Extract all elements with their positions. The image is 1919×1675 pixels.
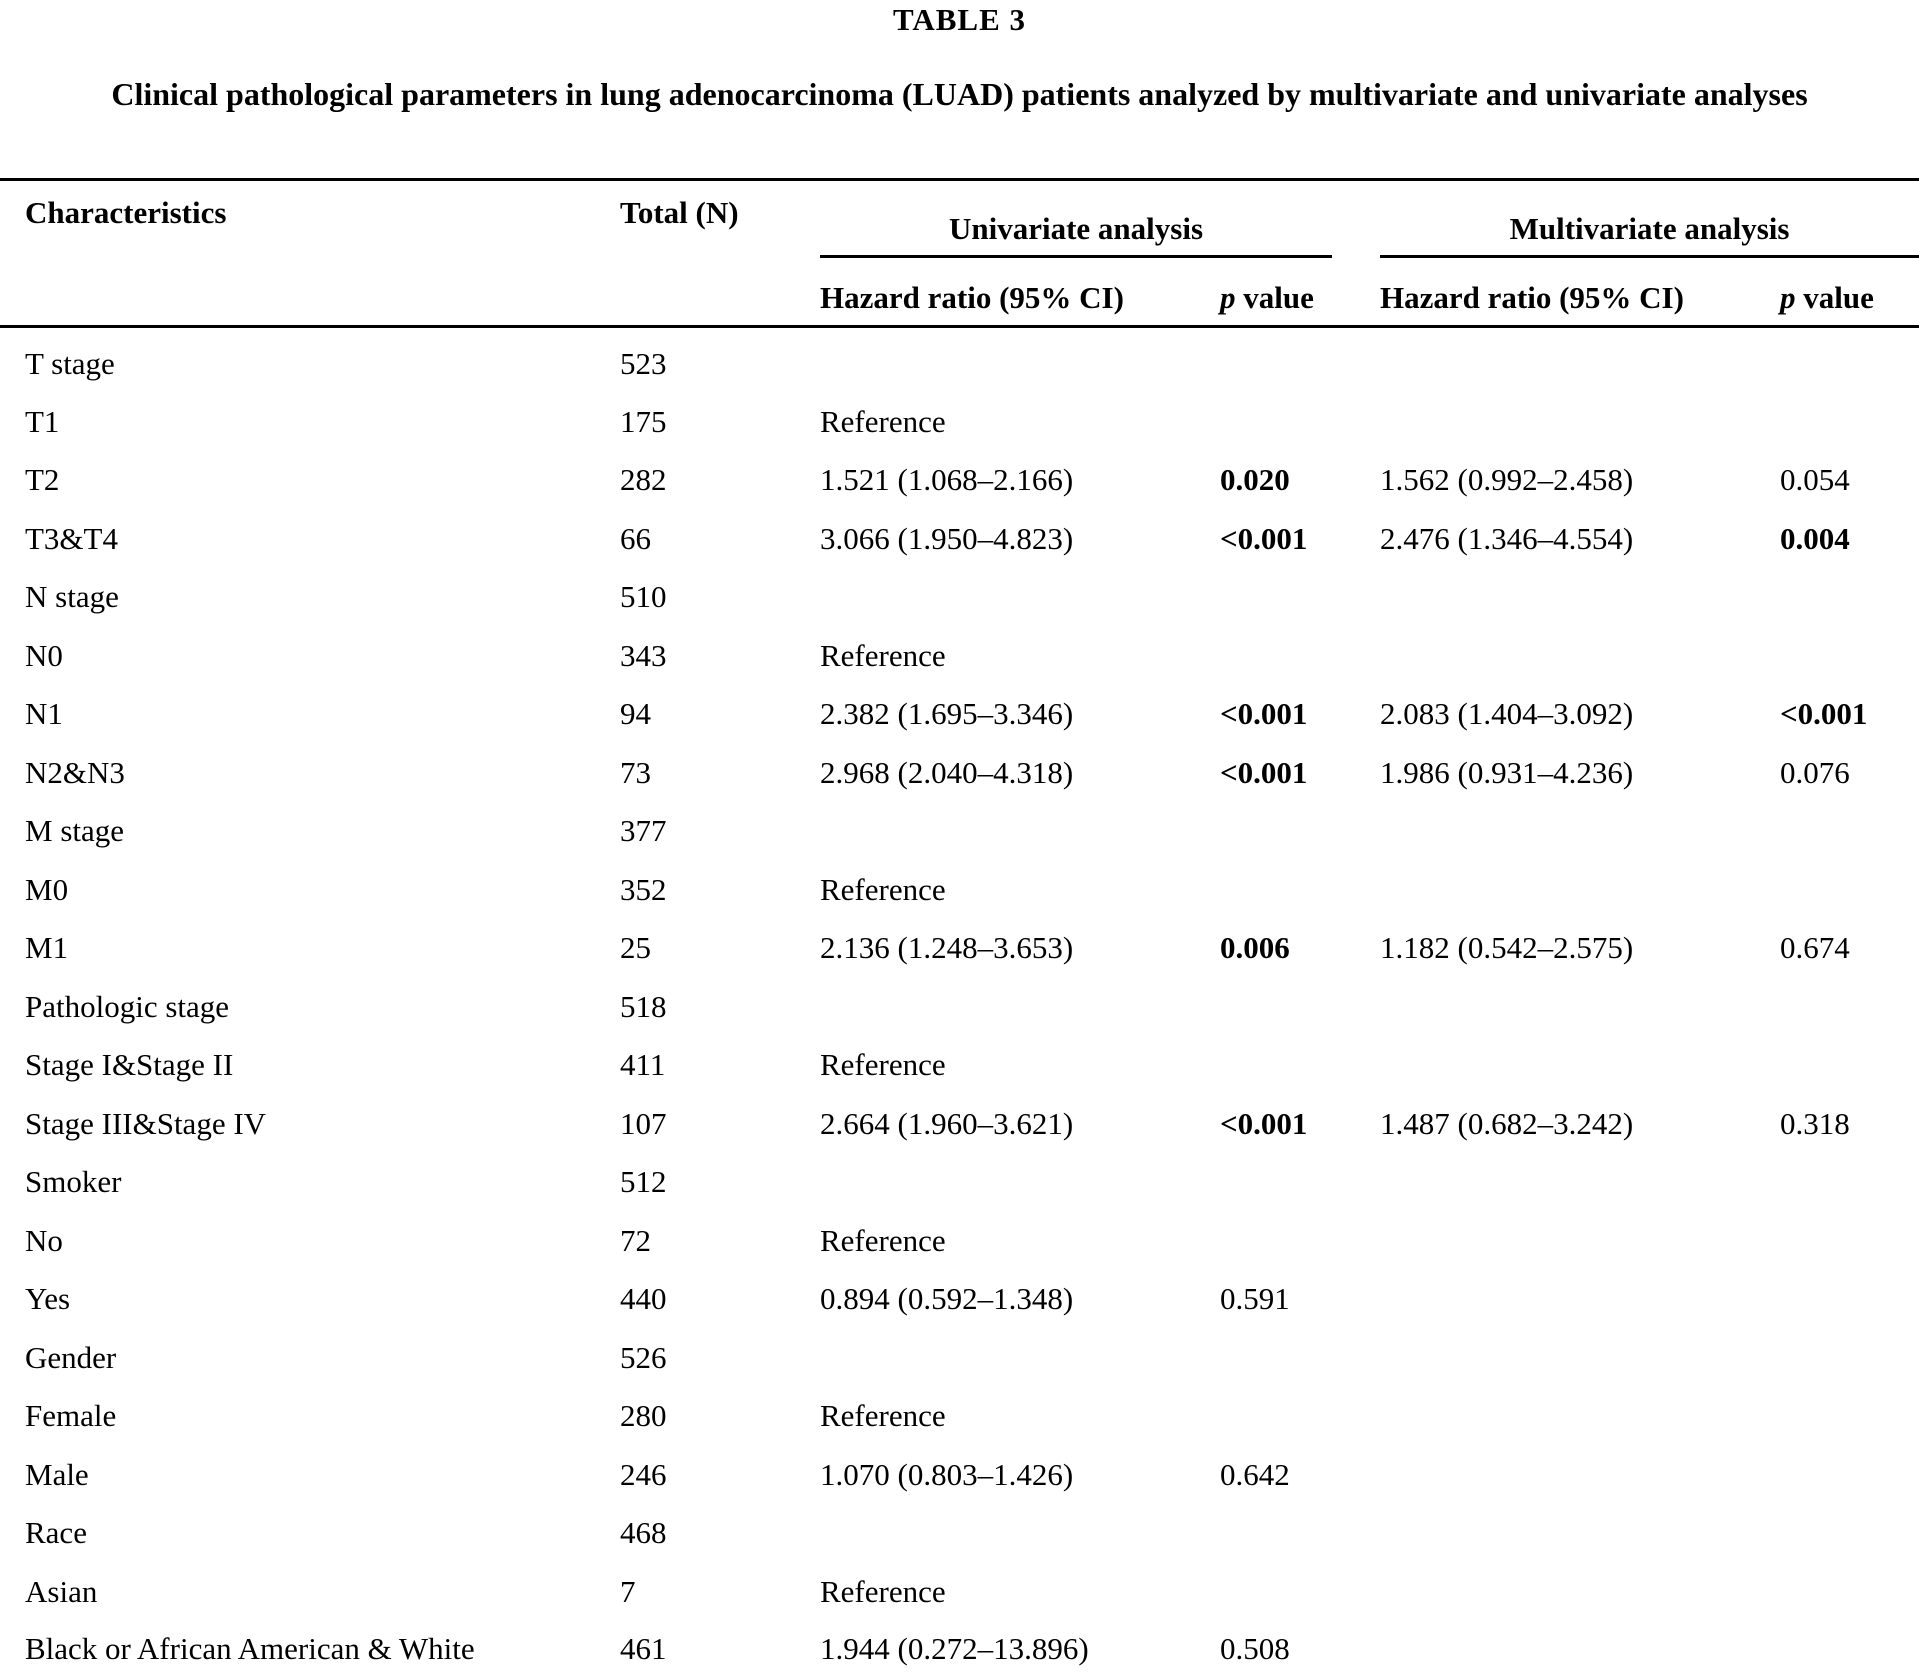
table-row [0, 392, 1919, 451]
table-row [0, 451, 1919, 510]
table-row [0, 568, 1919, 627]
cell-multivariate-hazard-ratio [1380, 860, 1780, 919]
cell-univariate-hazard-ratio: 1.070 (0.803–1.426) [820, 1456, 1074, 1492]
col-header-multi-p-value [1780, 258, 1919, 326]
cell-multivariate-hazard-ratio [1380, 1445, 1780, 1504]
cell-multivariate-hazard-ratio [1380, 1562, 1780, 1621]
cell-multivariate-hazard-ratio [1380, 977, 1780, 1036]
cell-total-n: 468 [620, 1515, 667, 1551]
univariate-group-label: Univariate analysis [820, 197, 1332, 258]
cell-multivariate-p-value [1780, 802, 1919, 861]
cell-multivariate-p-value [1780, 326, 1919, 392]
cell-multivariate-hazard-ratio [1380, 1621, 1780, 1675]
cell-characteristic: Black or African American & White [25, 1631, 475, 1667]
cell-total-n: 246 [620, 1456, 667, 1492]
p-value-word: value [1243, 279, 1314, 315]
cell-multivariate-hazard-ratio [1380, 1387, 1780, 1446]
cell-multivariate-p-value [1780, 1562, 1919, 1621]
cell-univariate-p-value [1220, 1153, 1380, 1212]
cell-multivariate-hazard-ratio: 1.986 (0.931–4.236) [1380, 754, 1634, 790]
cell-total-n: 72 [620, 1222, 651, 1258]
cell-total-n: 512 [620, 1164, 667, 1200]
cell-univariate-p-value [1220, 977, 1380, 1036]
cell-multivariate-p-value: 0.318 [1780, 1105, 1850, 1141]
cell-total-n: 518 [620, 988, 667, 1024]
cell-univariate-p-value [1220, 568, 1380, 627]
header-group-row [0, 180, 1919, 259]
cell-total-n: 7 [620, 1573, 636, 1609]
cell-univariate-p-value [1220, 1328, 1380, 1387]
cell-univariate-p-value [1220, 1562, 1380, 1621]
cell-total-n: 343 [620, 637, 667, 673]
cell-total-n: 461 [620, 1631, 667, 1667]
cell-univariate-p-value [1220, 1211, 1380, 1270]
cell-multivariate-p-value [1780, 1211, 1919, 1270]
table-row [0, 1094, 1919, 1153]
table-row [0, 626, 1919, 685]
cell-total-n: 510 [620, 579, 667, 615]
cell-multivariate-p-value [1780, 568, 1919, 627]
cell-multivariate-p-value: 0.674 [1780, 930, 1850, 966]
cell-characteristic: N1 [25, 696, 63, 732]
cell-total-n: 175 [620, 403, 667, 439]
cell-univariate-p-value [1220, 326, 1380, 392]
cell-multivariate-hazard-ratio [1380, 568, 1780, 627]
cell-multivariate-hazard-ratio [1380, 1211, 1780, 1270]
table-header [0, 180, 1919, 327]
cell-univariate-hazard-ratio [820, 1153, 1220, 1212]
cell-characteristic: T1 [25, 403, 60, 439]
cell-characteristic: M stage [25, 813, 125, 849]
cell-univariate-hazard-ratio: Reference [820, 403, 946, 439]
cell-multivariate-hazard-ratio [1380, 1153, 1780, 1212]
table-row [0, 919, 1919, 978]
cell-univariate-p-value: <0.001 [1220, 520, 1308, 556]
cell-univariate-p-value [1220, 860, 1380, 919]
table-row [0, 1211, 1919, 1270]
col-group-multivariate [1380, 180, 1919, 259]
cell-characteristic: N0 [25, 637, 63, 673]
table-row [0, 685, 1919, 744]
cell-univariate-hazard-ratio [820, 1504, 1220, 1563]
cell-total-n: 280 [620, 1398, 667, 1434]
cell-univariate-hazard-ratio: 1.521 (1.068–2.166) [820, 462, 1074, 498]
cell-multivariate-hazard-ratio [1380, 1504, 1780, 1563]
table-row [0, 802, 1919, 861]
col-header-total: Total (N) [620, 180, 820, 327]
cell-univariate-hazard-ratio: 0.894 (0.592–1.348) [820, 1281, 1074, 1317]
cell-univariate-p-value [1220, 392, 1380, 451]
cell-multivariate-p-value [1780, 1621, 1919, 1675]
cell-univariate-hazard-ratio: 2.664 (1.960–3.621) [820, 1105, 1074, 1141]
cell-multivariate-hazard-ratio: 2.083 (1.404–3.092) [1380, 696, 1634, 732]
cell-characteristic: Yes [25, 1281, 71, 1317]
table-row [0, 1153, 1919, 1212]
cell-characteristic: No [25, 1222, 63, 1258]
cell-characteristic: Pathologic stage [25, 988, 230, 1024]
table-body [0, 326, 1919, 1675]
cell-multivariate-hazard-ratio: 1.487 (0.682–3.242) [1380, 1105, 1634, 1141]
cell-univariate-hazard-ratio: 2.136 (1.248–3.653) [820, 930, 1074, 966]
cell-multivariate-hazard-ratio: 1.182 (0.542–2.575) [1380, 930, 1634, 966]
table-row [0, 1270, 1919, 1329]
cell-univariate-p-value: 0.591 [1220, 1281, 1290, 1317]
table-row [0, 1036, 1919, 1095]
cell-characteristic: Smoker [25, 1164, 122, 1200]
multivariate-group-label: Multivariate analysis [1380, 197, 1919, 258]
cell-univariate-p-value: 0.508 [1220, 1631, 1290, 1667]
p-symbol: p [1220, 279, 1236, 315]
cell-multivariate-hazard-ratio [1380, 326, 1780, 392]
table-row [0, 326, 1919, 392]
cell-multivariate-hazard-ratio: 1.562 (0.992–2.458) [1380, 462, 1634, 498]
col-header-uni-p-value [1220, 258, 1380, 326]
cell-total-n: 352 [620, 871, 667, 907]
cell-multivariate-p-value [1780, 626, 1919, 685]
cell-multivariate-hazard-ratio [1380, 802, 1780, 861]
cell-multivariate-p-value [1780, 1387, 1919, 1446]
table-row [0, 743, 1919, 802]
cell-total-n: 94 [620, 696, 651, 732]
cell-univariate-hazard-ratio [820, 326, 1220, 392]
cell-univariate-hazard-ratio [820, 568, 1220, 627]
cell-univariate-hazard-ratio: 1.944 (0.272–13.896) [820, 1631, 1089, 1667]
cell-multivariate-hazard-ratio [1380, 392, 1780, 451]
cell-characteristic: Asian [25, 1573, 98, 1609]
p-value-word: value [1803, 279, 1874, 315]
cell-univariate-hazard-ratio [820, 802, 1220, 861]
cell-characteristic: Stage I&Stage II [25, 1047, 234, 1083]
cell-univariate-hazard-ratio: Reference [820, 637, 946, 673]
clinical-parameters-table [0, 178, 1919, 1675]
cell-characteristic: N stage [25, 579, 119, 615]
cell-total-n: 526 [620, 1339, 667, 1375]
cell-total-n: 282 [620, 462, 667, 498]
cell-characteristic: T3&T4 [25, 520, 118, 556]
cell-total-n: 377 [620, 813, 667, 849]
p-symbol: p [1780, 279, 1796, 315]
table-row [0, 509, 1919, 568]
table-row [0, 1387, 1919, 1446]
cell-univariate-hazard-ratio [820, 1328, 1220, 1387]
cell-characteristic: N2&N3 [25, 754, 125, 790]
cell-univariate-p-value [1220, 802, 1380, 861]
cell-total-n: 523 [620, 346, 667, 382]
cell-univariate-hazard-ratio: Reference [820, 1398, 946, 1434]
cell-characteristic: Race [25, 1515, 87, 1551]
table-number-title: TABLE 3 [892, 2, 1027, 37]
table-row [0, 1445, 1919, 1504]
cell-multivariate-p-value [1780, 860, 1919, 919]
cell-univariate-p-value [1220, 626, 1380, 685]
cell-total-n: 25 [620, 930, 651, 966]
cell-univariate-p-value: <0.001 [1220, 696, 1308, 732]
cell-univariate-hazard-ratio: 3.066 (1.950–4.823) [820, 520, 1074, 556]
table-row [0, 1621, 1919, 1675]
cell-total-n: 73 [620, 754, 651, 790]
table-caption: Clinical pathological parameters in lung adenocarcinoma (LUAD) patients analyzed by multivariate and univariate analyses [111, 76, 1808, 112]
table-row [0, 1328, 1919, 1387]
cell-characteristic: T2 [25, 462, 60, 498]
cell-characteristic: M0 [25, 871, 69, 907]
cell-univariate-p-value: <0.001 [1220, 754, 1308, 790]
cell-univariate-p-value [1220, 1387, 1380, 1446]
cell-multivariate-p-value [1780, 1153, 1919, 1212]
col-header-uni-hazard-ratio: Hazard ratio (95% CI) [820, 258, 1220, 326]
cell-total-n: 440 [620, 1281, 667, 1317]
cell-univariate-p-value [1220, 1504, 1380, 1563]
cell-total-n: 66 [620, 520, 651, 556]
cell-univariate-p-value: <0.001 [1220, 1105, 1308, 1141]
col-group-univariate [820, 180, 1380, 259]
cell-multivariate-p-value [1780, 1328, 1919, 1387]
cell-univariate-hazard-ratio: Reference [820, 1573, 946, 1609]
cell-univariate-p-value: 0.020 [1220, 462, 1290, 498]
cell-multivariate-p-value [1780, 392, 1919, 451]
cell-characteristic: T stage [25, 346, 115, 382]
cell-univariate-hazard-ratio: Reference [820, 1222, 946, 1258]
table-row [0, 1504, 1919, 1563]
cell-multivariate-p-value: <0.001 [1780, 696, 1868, 732]
cell-multivariate-hazard-ratio [1380, 1328, 1780, 1387]
cell-univariate-hazard-ratio: Reference [820, 871, 946, 907]
cell-multivariate-p-value: 0.076 [1780, 754, 1850, 790]
cell-univariate-hazard-ratio: Reference [820, 1047, 946, 1083]
cell-multivariate-hazard-ratio [1380, 1270, 1780, 1329]
cell-characteristic: Female [25, 1398, 117, 1434]
cell-multivariate-p-value [1780, 977, 1919, 1036]
cell-characteristic: Gender [25, 1339, 117, 1375]
cell-univariate-hazard-ratio: 2.968 (2.040–4.318) [820, 754, 1074, 790]
cell-univariate-hazard-ratio [820, 977, 1220, 1036]
cell-multivariate-p-value: 0.054 [1780, 462, 1850, 498]
cell-univariate-p-value: 0.642 [1220, 1456, 1290, 1492]
cell-characteristic: M1 [25, 930, 69, 966]
cell-multivariate-p-value [1780, 1445, 1919, 1504]
cell-multivariate-p-value [1780, 1270, 1919, 1329]
cell-characteristic: Male [25, 1456, 89, 1492]
cell-multivariate-p-value: 0.004 [1780, 520, 1850, 556]
table-row [0, 860, 1919, 919]
cell-multivariate-p-value [1780, 1036, 1919, 1095]
cell-univariate-p-value [1220, 1036, 1380, 1095]
cell-total-n: 411 [620, 1047, 666, 1083]
cell-multivariate-hazard-ratio [1380, 1036, 1780, 1095]
cell-univariate-hazard-ratio: 2.382 (1.695–3.346) [820, 696, 1074, 732]
cell-characteristic: Stage III&Stage IV [25, 1105, 267, 1141]
table-row [0, 1562, 1919, 1621]
cell-multivariate-hazard-ratio: 2.476 (1.346–4.554) [1380, 520, 1634, 556]
cell-multivariate-p-value [1780, 1504, 1919, 1563]
cell-multivariate-hazard-ratio [1380, 626, 1780, 685]
cell-univariate-p-value: 0.006 [1220, 930, 1290, 966]
cell-total-n: 107 [620, 1105, 667, 1141]
col-header-characteristics: Characteristics [0, 180, 620, 327]
table-row [0, 977, 1919, 1036]
col-header-multi-hazard-ratio: Hazard ratio (95% CI) [1380, 258, 1780, 326]
